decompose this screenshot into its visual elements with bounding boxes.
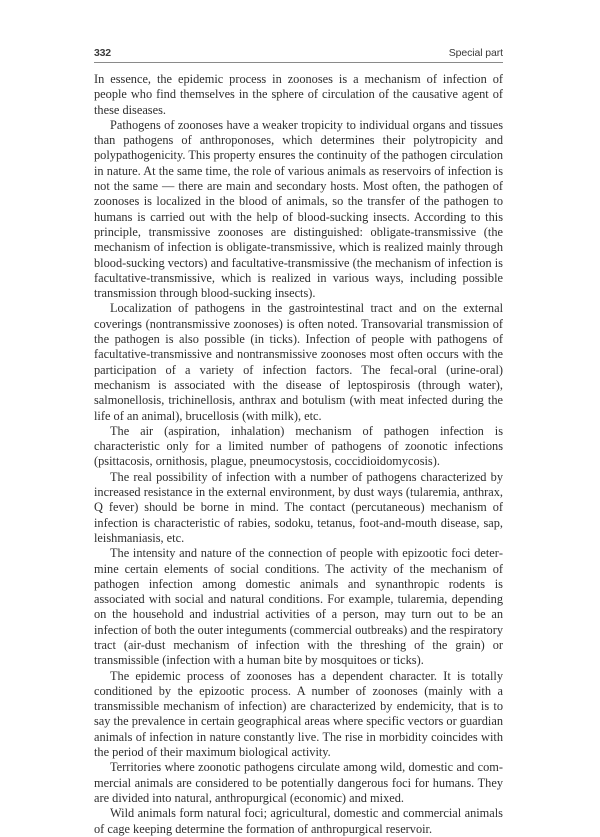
paragraph: The real possibility of infection with a number of pathogens characterized by increased resistance in the external environment, by dust ways (tularemia, anthrax, Q fever) should be borne in mind. The contact (percutaneous) mechanism of infection is characteristic of rabies, sodoku, tetanus, foot-and-mouth disease, sap, leishmaniasis, etc. xyxy=(94,469,503,545)
paragraph: The intensity and nature of the connection of people with epizootic foci determine certain elements of social conditions. The activity of the mechanism of pathogen infection among domestic animals and synanthropic rodents is associated with social and natural conditions. For example, tularemia, depending on the household and industrial activities of a person, may turn out to be an infection of both the outer integuments (commercial outbreaks) and the respiratory tract (air-dust mechanism of infection with the threshing of the grain) or transmissible (infection with a human bite by mosquitoes or ticks). xyxy=(94,546,503,668)
page-number: 332 xyxy=(94,47,111,59)
running-header xyxy=(94,46,503,63)
paragraph: Pathogens of zoonoses have a weaker tropicity to individual organs and tissues than pathogens of anthroponoses, which determines their polytropicity and polypathogenicity. This property ensures the continuity of the pathogen circulation in nature. At the same time, the role of various animals as reservoirs of infection is not the same — there are main and secondary hosts. Most often, the pathogen of zoonoses is localized in the blood of animals, so the transfer of the pathogen to humans is carried out with the help of blood-sucking insects. According to this principle, transmissive zoonoses are distinguished: obligate-transmissive (the mechanism of infection is obligate-transmissive, which is realized mainly through blood-sucking vectors) and facultative-transmissive (the mechanism of infection is facultative-transmissive, which is realized in various ways, including possible transmission through blood-sucking insects). xyxy=(94,117,503,301)
paragraph: In essence, the epidemic process in zoonoses is a mechanism of infection of people who find themselves in the sphere of circulation of the causative agent of these diseases. xyxy=(94,72,503,117)
paragraph: The epidemic process of zoonoses has a dependent character. It is totally conditioned by the epizootic process. A number of zoonoses (mainly with a transmissible mechanism of infection) are characterized by endemicity, that is to say the prevalence in certain geographical areas where specific vectors or guardian animals of infection in nature constantly live. The rise in morbidity coincides with the period of their maximum biological activity. xyxy=(94,668,503,760)
paragraph: Localization of pathogens in the gastrointestinal tract and on the external coverings (nontransmissive zoonoses) is often noted. Transovarial transmission of the pathogen is also possible (in ticks). Infection of people with pathogens of facultative-transmissive and nontransmissive zoonoses most often occurs with the participation of a variety of infection factors. The fecal-oral (urine-oral) mechanism is associated with the disease of leptospirosis (through water), salmonellosis, trichinellosis, anthrax and botulism (with meat infected during the life of an animal), brucellosis (with milk), etc. xyxy=(94,301,503,423)
section-title: Special part xyxy=(448,47,503,59)
body-text xyxy=(94,72,503,837)
paragraph: The air (aspiration, inhalation) mechanism of pathogen infection is characteristic only for a limited number of pathogens of zoonotic infections (psittacosis, ornithosis, plague, pneumocystosis, coccidioidomycosis). xyxy=(94,423,503,469)
paragraph: Territories where zoonotic pathogens circulate among wild, domestic and commercial animals are considered to be potentially dangerous foci for humans. They are divided into natural, anthropurgical (economic) and mixed. xyxy=(94,760,503,805)
paragraph: Wild animals form natural foci; agricultural, domestic and commercial animals of cage keeping determine the formation of anthropurgical reservoir. xyxy=(94,806,503,836)
